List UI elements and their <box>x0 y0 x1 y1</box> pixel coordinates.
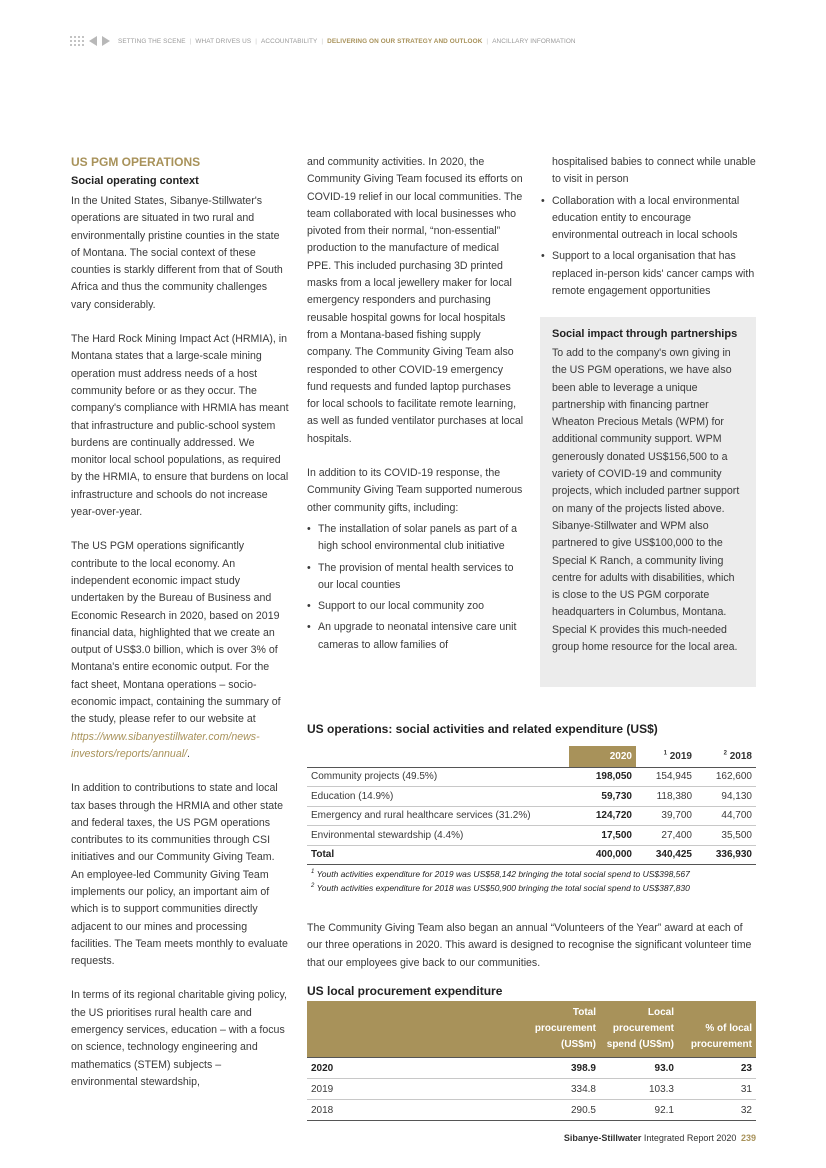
row-label: Education (14.9%) <box>307 787 569 807</box>
nav-link-ancillary-information[interactable]: ANCILLARY INFORMATION <box>492 37 576 45</box>
paragraph: In addition to its COVID-19 response, the Community Giving Team supported numerous other community gifts, including: <box>307 467 523 514</box>
nav-link-what-drives-us[interactable]: WHAT DRIVES US <box>195 37 252 45</box>
callout-text: To add to the company's own giving in the US PGM operations, we have also been able to leverage a unique partnership with financing partner Wheaton Precious Metals (WPM) for additional community support. WPM generously donated US$156,500 to a variety of COVID-19 and community projects, which included partner support on many of the projects listed above. Sibanye-Stillwater and WPM also partnered to give US$100,000 to the Special K Ranch, a community living centre for adults with disabilities, which is close to the US PGM corporate headquarters in Columbus, Montana. Special K provides this much-needed group home resource for the local area. <box>552 347 740 654</box>
footnote: $^1$ Youth activities expenditure for 2019 was US$58,142 bringing the total social spend to US$398,567 <box>311 869 690 879</box>
nav-separator: | <box>255 37 258 45</box>
cell-2018: 35,500 <box>696 826 756 846</box>
subsection-title: Social operating context <box>71 175 199 187</box>
table-footnotes <box>311 869 751 894</box>
header-2018: $^2$ 2018 <box>696 746 756 767</box>
list-item: • Support to a local organisation that has replaced in-person kids' cancer camps with remote engagement opportunities <box>541 248 756 300</box>
header-local-percentage: % of local procurement <box>678 1001 756 1058</box>
table-row <box>307 787 756 807</box>
cell-pct: 32 <box>678 1100 756 1121</box>
paragraph-with-link <box>71 538 289 763</box>
cell-total: 290.5 <box>527 1100 600 1121</box>
nav-separator: | <box>189 37 192 45</box>
cell-2019: 154,945 <box>636 767 696 787</box>
list-item: • The installation of solar panels as part of a high school environmental club initiative <box>307 521 525 556</box>
paragraph-end: . <box>187 747 190 760</box>
table-row <box>307 806 756 826</box>
cell-local: 93.0 <box>600 1058 678 1079</box>
cell-2020: 124,720 <box>569 806 636 826</box>
callout-box <box>540 317 756 687</box>
nav-link-accountability[interactable]: ACCOUNTABILITY <box>261 37 318 45</box>
paragraph: In addition to contributions to state and local tax bases through the HRMIA and other state and federal taxes, the US PGM operations contributes to its communities through CSI initiatives and our Community Giving Team. An employee-led Community Giving Team implements our policy, an important aim of which is to support communities directly adjacent to our mines and processing facilities. The Team meets monthly to evaluate requests. <box>71 782 288 968</box>
cell-2019: 118,380 <box>636 787 696 807</box>
header-total-procurement: Total procurement (US$m) <box>527 1001 600 1058</box>
nav-link-delivering-strategy[interactable]: DELIVERING ON OUR STRATEGY AND OUTLOOK <box>327 37 483 45</box>
bullet-list <box>541 193 756 301</box>
row-label: Community projects (49.5%) <box>307 767 569 787</box>
row-label: Emergency and rural healthcare services (31.2%) <box>307 806 569 826</box>
cell-2020: 198,050 <box>569 767 636 787</box>
list-item: • Collaboration with a local environmental education entity to encourage environmental outreach in local schools <box>541 193 756 245</box>
row-year: 2018 <box>307 1100 527 1121</box>
paragraph-text: The US PGM operations significantly contribute to the local economy. An independent economic impact study undertaken by the Bureau of Business and Economic Research in 2020, based on 2019 financial data, highlighted that we create an output of US$3.0 billion, which is over 3% of Montana's entire economic output. For the fact sheet, Montana operations – socio-economic impact, containing the summary of the study, please refer to our website at <box>71 540 281 726</box>
cell-local: 103.3 <box>600 1079 678 1100</box>
total-2018: 336,930 <box>696 845 756 865</box>
total-2020: 400,000 <box>569 845 636 865</box>
cell-2019: 39,700 <box>636 806 696 826</box>
row-year: 2020 <box>307 1058 527 1079</box>
row-label: Environmental stewardship (4.4%) <box>307 826 569 846</box>
cell-pct: 23 <box>678 1058 756 1079</box>
cell-2018: 94,130 <box>696 787 756 807</box>
top-navigation <box>70 34 576 48</box>
cell-2019: 27,400 <box>636 826 696 846</box>
table-title: US local procurement expenditure <box>307 984 503 998</box>
callout-title: Social impact through partnerships <box>552 328 738 340</box>
header-2020: 2020 <box>569 746 636 767</box>
cell-total: 334.8 <box>527 1079 600 1100</box>
paragraph: hospitalised babies to connect while unable to visit in person <box>552 156 756 186</box>
cell-2018: 162,600 <box>696 767 756 787</box>
nav-link-setting-the-scene[interactable]: SETTING THE SCENE <box>118 37 186 45</box>
nav-separator: | <box>321 37 324 45</box>
paragraph: In the United States, Sibanye-Stillwater's operations are situated in two rural and environmentally pristine counties in the state of Montana. The social context of these counties is starkly different from that of South Africa and thus the community challenges vary considerably. <box>71 195 283 311</box>
page-number: 239 <box>740 1133 756 1143</box>
social-expenditure-table <box>307 746 756 865</box>
row-year: 2019 <box>307 1079 527 1100</box>
website-link[interactable]: https://www.sibanyestillwater.com/news-investors/reports/annual/ <box>71 730 260 760</box>
cell-2018: 44,700 <box>696 806 756 826</box>
footer-brand: Sibanye-Stillwater <box>563 1133 642 1143</box>
section-title: US PGM OPERATIONS <box>71 155 201 169</box>
table-title: US operations: social activities and related expenditure (US$) <box>307 722 658 736</box>
table-row <box>307 1079 756 1100</box>
table-header-row <box>307 746 756 767</box>
table-total-row <box>307 845 756 865</box>
paragraph: In terms of its regional charitable giving policy, the US prioritises rural health care and emergency services, education – with a focus on science, technology engineering and mathematics (STEM) subjects – environmental stewardship, <box>71 989 287 1088</box>
list-item: • The provision of mental health services to our local counties <box>307 560 525 595</box>
nav-icons <box>70 36 110 47</box>
list-item: • An upgrade to neonatal intensive care unit cameras to allow families of <box>307 619 525 654</box>
cell-2020: 17,500 <box>569 826 636 846</box>
paragraph: The Hard Rock Mining Impact Act (HRMIA), in Montana states that a large-scale mining operation must address needs of a host community before or as they occur. The company's compliance with HRMIA has meant that infrastructure and public-school system burdens are continually addressed. We monitor local school populations, as required by the HRMIA, to ensure that burdens on local infrastructure and schools do not increase year-over-year. <box>71 333 289 519</box>
column-3 <box>552 154 756 317</box>
procurement-table <box>307 1001 756 1121</box>
paragraph: and community activities. In 2020, the Community Giving Team focused its efforts on COVID-19 relief in our local communities. The team collaborated with local businesses who pivoted from their normal, “non-essential” production to the manufacture of medical PPE. This included purchasing 3D printed masks from a local jewellery maker for local emergency responders and purchasing reusable hospital gowns for local hospitals from a Montana-based fishing supply company. The Community Giving Team also responded to other COVID-19 emergency fund requests and funded laptop purchases for local schools to facilitate remote learning, as well as funded ventilator purchases at local hospitals. <box>307 156 524 445</box>
column-1 <box>71 154 289 1108</box>
total-2019: 340,425 <box>636 845 696 865</box>
bullet-list <box>307 521 525 654</box>
cell-2020: 59,730 <box>569 787 636 807</box>
table-row <box>307 1058 756 1079</box>
table-header-row <box>307 1001 756 1058</box>
table-row <box>307 826 756 846</box>
header-blank <box>307 746 569 767</box>
header-local-procurement: Local procurement spend (US$m) <box>600 1001 678 1058</box>
table-row <box>307 767 756 787</box>
header-blank <box>307 1001 527 1058</box>
list-item: • Support to our local community zoo <box>307 598 525 615</box>
next-page-icon[interactable] <box>102 36 110 46</box>
table-row <box>307 1100 756 1121</box>
cell-pct: 31 <box>678 1079 756 1100</box>
footnote: $^2$ Youth activities expenditure for 2018 was US$50,900 bringing the total social spend to US$387,830 <box>311 883 690 893</box>
header-2019: $^1$ 2019 <box>636 746 696 767</box>
grid-menu-icon[interactable] <box>70 36 84 47</box>
total-label: Total <box>307 845 569 865</box>
cell-local: 92.1 <box>600 1100 678 1121</box>
volunteer-paragraph: The Community Giving Team also began an annual “Volunteers of the Year” award at each of our three operations in 2020. This award is designed to recognise the significant volunteer time that our employees give back to our communities. <box>307 922 752 969</box>
cell-total: 398.9 <box>527 1058 600 1079</box>
previous-page-icon[interactable] <box>89 36 97 46</box>
column-2 <box>307 154 525 671</box>
nav-links <box>118 38 576 45</box>
page-footer <box>564 1133 756 1143</box>
footer-report-name: Integrated Report 2020 <box>643 1133 737 1143</box>
nav-separator: | <box>486 37 489 45</box>
